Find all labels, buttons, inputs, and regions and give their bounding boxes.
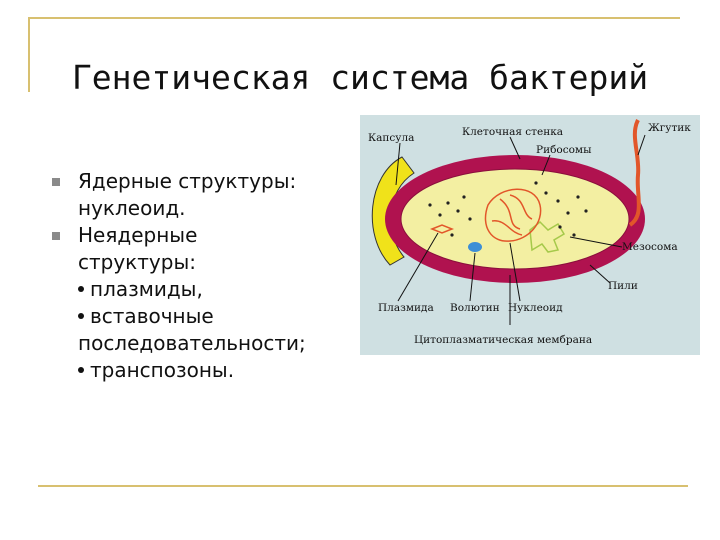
bullet-item-nuclear — [50, 168, 350, 222]
sub-item-text: транспозоны. — [90, 358, 235, 382]
frame-bottom-line — [38, 485, 688, 487]
bullet-square-icon — [52, 178, 60, 186]
sub-item-text: вставочные — [90, 304, 214, 328]
label-ribosomes: Рибосомы — [536, 144, 592, 156]
sub-item-insertion-sequences — [50, 303, 350, 357]
label-capsule: Капсула — [368, 132, 415, 144]
cytoplasm-shape — [401, 169, 629, 269]
label-plasmid: Плазмида — [378, 302, 434, 314]
bullet-list — [50, 168, 350, 384]
label-volutin: Волютин — [450, 302, 500, 314]
volutin-shape — [468, 242, 482, 252]
bullet-dot-icon — [78, 313, 84, 319]
label-cyto-membrane: Цитоплазматическая мембрана — [414, 334, 593, 346]
slide-title: Генетическая система бактерий — [71, 58, 649, 97]
frame-top-line — [28, 17, 680, 19]
bacterium-diagram — [360, 115, 700, 355]
bullet-dot-icon — [78, 286, 84, 292]
bullet-text: Ядерные структуры: — [78, 169, 297, 193]
bullet-text: структуры: — [78, 250, 196, 274]
bullet-text: нуклеоид. — [78, 196, 186, 220]
sub-item-transposons — [50, 357, 350, 384]
label-nucleoid: Нуклеоид — [508, 302, 563, 314]
label-mesosome: Мезосома — [622, 241, 678, 253]
sub-item-text: последовательности; — [78, 331, 306, 355]
sub-item-text: плазмиды, — [90, 277, 203, 301]
label-cell-wall: Клеточная стенка — [462, 126, 564, 138]
bullet-item-non-nuclear — [50, 222, 350, 276]
label-flagellum: Жгутик — [648, 122, 691, 134]
bullet-dot-icon — [78, 367, 84, 373]
label-pili: Пили — [608, 280, 638, 292]
bullet-square-icon — [52, 232, 60, 240]
sub-item-plasmids — [50, 276, 350, 303]
bullet-text: Неядерные — [78, 223, 198, 247]
